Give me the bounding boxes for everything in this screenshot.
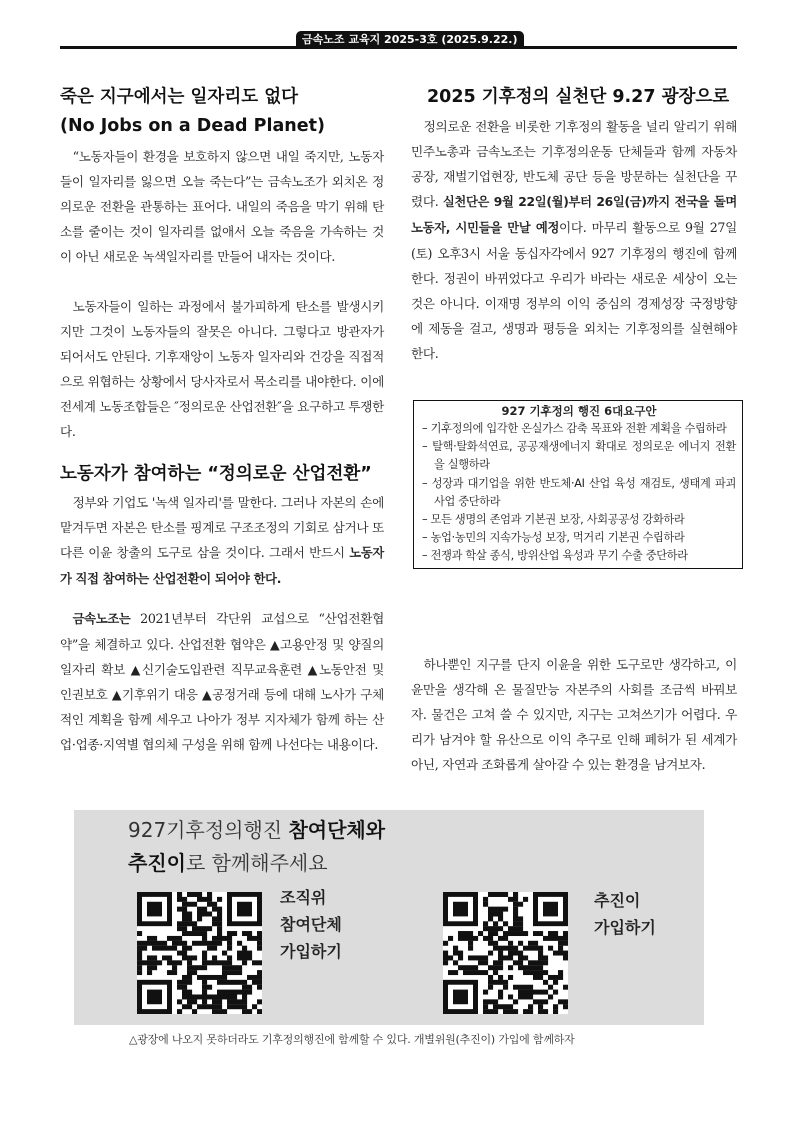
- paragraph-one-earth: 하나뿐인 지구를 단지 이윤을 위한 도구로만 생각하고, 이윤만을 생각해 온 물질만능 자본주의 사회를 조금씩 바꿔보자. 물건은 고쳐 쓸 수 있지만, 지구는 고쳐쓰기가 어렵다. 우리가 남겨야 할 유산으로 이익 추구로 인해 폐허가 된 세계가 아닌, 자연과 조화롭게 살아갈 수 있는 환경을 남겨보자.: [411, 657, 737, 772]
- paragraph-workers-voice: 노동자들이 일하는 과정에서 불가피하게 탄소를 발생시키지만 그것이 노동자들의 잘못은 아니다. 그렇다고 방관자가 되어서도 안된다. 기후재앙이 노동자 일자리와 건강을 직접적으로 위협하는 상황에서 당사자로서 목소리를 내야한다. 이에 전세계 노동조합들은 ″정의로운 산업전환″을 요구하고 투쟁한다.: [60, 299, 384, 439]
- demands-box: [413, 400, 743, 569]
- action-team-text: 정의로운 전환을 비롯한 기후정의 활동을 널리 알리기 위해 민주노총과 금속노조는 기후정의운동 단체들과 함께 자동차공장, 재벌기업현장, 반도체 공단 등을 방문하는 실천단을 꾸렸다.: [411, 119, 737, 209]
- paragraph-jobs-intro: “노동자들이 환경을 보호하지 않으면 내일 죽지만, 노동자들이 일자리를 잃으면 오늘 죽는다”는 금속노조가 외치온 정의로운 전환을 관통하는 표어다. 내일의 죽음을 막기 위해 탄소를 줄이는 것이 일자리를 없애서 오늘 죽음을 가속하는 것이 아닌 새로운 녹색일자리를 만들어 내자는 것이다.: [60, 149, 384, 264]
- demands-title: 927 기후정의 행진 6대요구안: [501, 404, 657, 418]
- green-jobs-text: 정부와 기업도 '녹색 일자리'를 말한다. 그러나 자본의 손에 맡겨두면 자본은 탄소를 핑계로 구조조정의 기회로 삼거나 또 다른 이윤 창출의 도구로 삼을 것이다. 그래서 반드시: [60, 495, 384, 560]
- green-jobs-emphasis: 노동자가 직접 참여하는 산업전환이 되어야 한다.: [60, 546, 384, 586]
- demand-item: – 모든 생명의 존엄과 기본권 보장, 사회공공성 강화하라: [422, 511, 736, 529]
- qr-label-line: 가입하기: [594, 918, 656, 937]
- action-team-schedule: 실천단은 9월 22일(월)부터 26일(금)까지 전국을 돌며 노동자, 시민들을 만날 예정: [411, 195, 738, 235]
- qr-label-line: 참여단체: [280, 915, 342, 934]
- banner-text: 로 함께해주세요: [185, 851, 328, 875]
- union-name-emphasis: 금속노조는: [72, 612, 131, 626]
- heading-action-team: 2025 기후정의 실천단 9.27 광장으로: [427, 87, 730, 107]
- heading-dead-planet: 죽은 지구에서는 일자리도 없다: [60, 87, 299, 107]
- heading-just-transition: 노동자가 참여하는 “정의로운 산업전환”: [60, 464, 372, 484]
- paragraph-green-jobs: [60, 490, 384, 592]
- qr-code-icon: [137, 892, 262, 1014]
- paragraph-action-team: [411, 114, 737, 366]
- qr-label-line: 추진이: [594, 891, 641, 910]
- qr-code-organization[interactable]: [137, 892, 262, 1014]
- demand-item: – 전쟁과 학살 종식, 방위산업 육성과 무기 수출 중단하라: [422, 547, 736, 565]
- qr-label-line: 조직위: [280, 888, 327, 907]
- header-rule: [60, 46, 737, 49]
- qr-code-icon: [443, 892, 568, 1014]
- agreement-text: 2021년부터 각단위 교섭으로 “산업전환협약”을 체결하고 있다. 산업전환 협약은 ▲고용안정 및 양질의 일자리 확보 ▲신기술도입관련 직무교육훈련 ▲노동안전 및 인권보호 ▲기후위기 대응 ▲공정거래 등에 대해 노사가 구체적인 계획을 함께 세우고 나아가 정부 지자체가 함께 하는 산업·업종·지역별 협의체 구성을 위해 함께 나선다는 내용이다.: [60, 611, 384, 752]
- qr-label-supporter: [594, 887, 656, 941]
- demand-item: – 성장과 대기업을 위한 반도체·AI 산업 육성 재검토, 생태계 파괴 사업 중단하라: [422, 475, 736, 511]
- demand-item: – 탈핵·탈화석연료, 공공재생에너지 확대로 정의로운 에너지 전환을 실행하라: [422, 438, 736, 474]
- banner-text: 927기후정의행진: [128, 818, 289, 842]
- demands-list: [422, 420, 736, 566]
- action-team-text-2: 이다. 마무리 활동으로 9월 27일(토) 오후3시 서울 동십자각에서 927 기후정의 행진에 함께한다. 정권이 바뀌었다고 우리가 바라는 새로운 세상이 오는 것은 아니다. 이재명 정부의 이익 중심의 경제성장 국정방향에 제동을 걸고, 생명과 평등을 외치는 기후정의를 실현해야 한다.: [411, 220, 737, 361]
- paragraph-transition-agreement: [60, 606, 384, 757]
- banner-caption: △광장에 나오지 못하더라도 기후정의행진에 함께할 수 있다. 개별위원(추진이) 가입에 함께하자: [129, 1033, 575, 1046]
- demand-item: – 기후정의에 입각한 온실가스 감축 목표와 전환 계획을 수립하라: [422, 420, 736, 438]
- qr-label-organization: [280, 884, 342, 965]
- banner-emphasis: 참여단체와: [288, 818, 386, 842]
- banner-line-2: [128, 848, 328, 878]
- join-banner: [74, 810, 704, 1025]
- qr-code-supporter[interactable]: [443, 892, 568, 1014]
- banner-emphasis: 추진이: [128, 851, 186, 875]
- qr-label-line: 가입하기: [280, 942, 342, 961]
- issue-tag: 금속노조 교육지 2025-3호 (2025.9.22.): [296, 31, 524, 48]
- heading-dead-planet-en: (No Jobs on a Dead Planet): [60, 116, 325, 136]
- demand-item: – 농업·농민의 지속가능성 보장, 먹거리 기본권 수립하라: [422, 529, 736, 547]
- banner-line-1: [128, 815, 385, 845]
